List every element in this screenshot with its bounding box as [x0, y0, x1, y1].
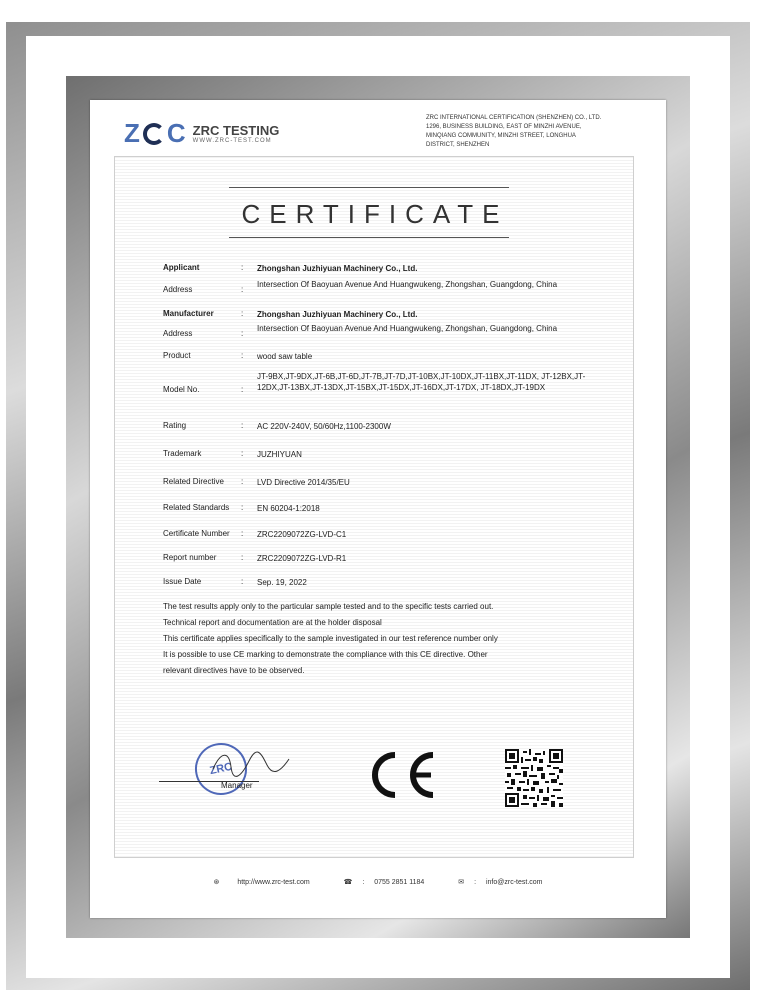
qr-code-icon	[505, 749, 563, 807]
logo-website: WWW.ZRC-TEST.COM	[192, 138, 272, 144]
footer-website	[206, 879, 318, 886]
field-label: Related Standards	[163, 503, 230, 512]
field-colon: :	[241, 263, 244, 272]
ce-mark-icon	[363, 747, 439, 803]
field-value: JT-9BX,JT-9DX,JT-6B,JT-6D,JT-7B,JT-7D,JT-10BX,JT-10DX,JT-11BX,JT-11DX, JT-12BX,JT-12DX,JT-13BX,JT-13DX,JT-15BX,JT-15DX,JT-16DX,JT-17DX, JT-18DX,JT-19DX	[257, 372, 586, 392]
footer-website-text: http://www.zrc-test.com	[237, 879, 310, 886]
stamp-text: ZRC	[208, 760, 234, 778]
field-value: LVD Directive 2014/35/EU	[257, 478, 350, 487]
phone-icon: ☎	[343, 879, 353, 886]
title-rule-bottom	[229, 237, 509, 238]
issuer-address	[426, 114, 626, 150]
field-label: Manufacturer	[163, 309, 214, 318]
issuer-address-line: 1296, BUSINESS BUILDING, EAST OF MINZHI AVENUE,	[426, 124, 582, 130]
signature-role: Manager	[221, 781, 253, 790]
title-rule-top	[229, 187, 509, 188]
note-line: This certificate applies specifically to the sample investigated in our test reference number only	[163, 634, 498, 643]
certificate-body	[114, 156, 634, 858]
field-colon: :	[241, 449, 244, 458]
frame-bevel	[66, 76, 690, 938]
field-label: Address	[163, 329, 193, 338]
field-value: JUZHIYUAN	[257, 450, 302, 459]
logo-ring-icon	[143, 123, 165, 145]
footer-phone-text: 0755 2851 1184	[374, 879, 425, 886]
field-label: Model No.	[163, 385, 200, 394]
note-line: relevant directives have to be observed.	[163, 666, 305, 675]
certificate-paper	[90, 100, 666, 918]
field-value: ZRC2209072ZG-LVD-C1	[257, 530, 347, 539]
field-value: ZRC2209072ZG-LVD-R1	[257, 554, 347, 563]
logo-title: ZRC TESTING	[192, 123, 280, 138]
note-line: It is possible to use CE marking to demonstrate the compliance with this CE directive. Other	[163, 650, 488, 659]
issuer-address-line: ZRC INTERNATIONAL CERTIFICATION (SHENZHEN) CO., LTD.	[426, 115, 602, 121]
footer-email: ✉ : info@zrc-test.com	[458, 879, 543, 886]
field-colon: :	[241, 285, 244, 294]
issuer-address-line: DISTRICT, SHENZHEN	[426, 142, 490, 148]
footer-email-text: info@zrc-test.com	[485, 879, 543, 886]
issuer-address-line: MINQIANG COMMUNITY, MINZHI STREET, LONGHUA	[426, 133, 576, 139]
field-label: Certificate Number	[163, 529, 230, 538]
field-label: Related Directive	[163, 477, 224, 486]
field-label: Applicant	[163, 263, 200, 272]
field-value: AC 220V-240V, 50/60Hz,1100-2300W	[257, 422, 391, 431]
field-colon: :	[241, 577, 244, 586]
field-label: Rating	[163, 421, 187, 430]
footer-phone: ☎ : 0755 2851 1184	[343, 879, 425, 886]
note-line: Technical report and documentation are at the holder disposal	[163, 618, 382, 627]
field-label: Trademark	[163, 449, 202, 458]
field-label: Issue Date	[163, 577, 202, 586]
field-value: Zhongshan Juzhiyuan Machinery Co., Ltd.	[257, 310, 418, 319]
field-value: Intersection Of Baoyuan Avenue And Huangwukeng, Zhongshan, Guangdong, China	[257, 324, 558, 333]
field-label: Report number	[163, 553, 217, 562]
signature-scribble	[208, 749, 291, 779]
globe-icon: ⊛	[213, 879, 220, 886]
logo-mark-c: C	[166, 118, 187, 148]
zrc-logo	[124, 118, 279, 149]
field-label: Product	[163, 351, 191, 360]
certificate-frame	[6, 22, 750, 990]
field-value: wood saw table	[257, 352, 313, 361]
field-colon: :	[241, 503, 244, 512]
field-colon: :	[241, 351, 244, 360]
certificate-footer	[90, 878, 666, 886]
frame-mat	[26, 36, 730, 978]
field-colon: :	[241, 329, 244, 338]
field-colon: :	[241, 529, 244, 538]
field-value: Intersection Of Baoyuan Avenue And Huangwukeng, Zhongshan, Guangdong, China	[257, 280, 558, 289]
logo-text	[193, 123, 280, 144]
field-value: EN 60204-1:2018	[257, 504, 320, 513]
note-line: The test results apply only to the particular sample tested and to the specific tests carried out.	[163, 602, 494, 611]
field-colon: :	[241, 309, 244, 318]
field-label: Address	[163, 285, 193, 294]
logo-mark-z: Z	[124, 118, 141, 148]
field-value: Zhongshan Juzhiyuan Machinery Co., Ltd.	[257, 264, 418, 273]
certificate-notes	[163, 599, 603, 679]
field-colon: :	[241, 421, 244, 430]
field-value: Sep. 19, 2022	[257, 578, 307, 587]
logo-mark	[124, 118, 187, 149]
field-colon: :	[241, 477, 244, 486]
field-colon: :	[241, 553, 244, 562]
field-colon: :	[241, 385, 244, 394]
certificate-title: CERTIFICATE	[241, 199, 509, 229]
mail-icon: ✉	[458, 879, 465, 886]
